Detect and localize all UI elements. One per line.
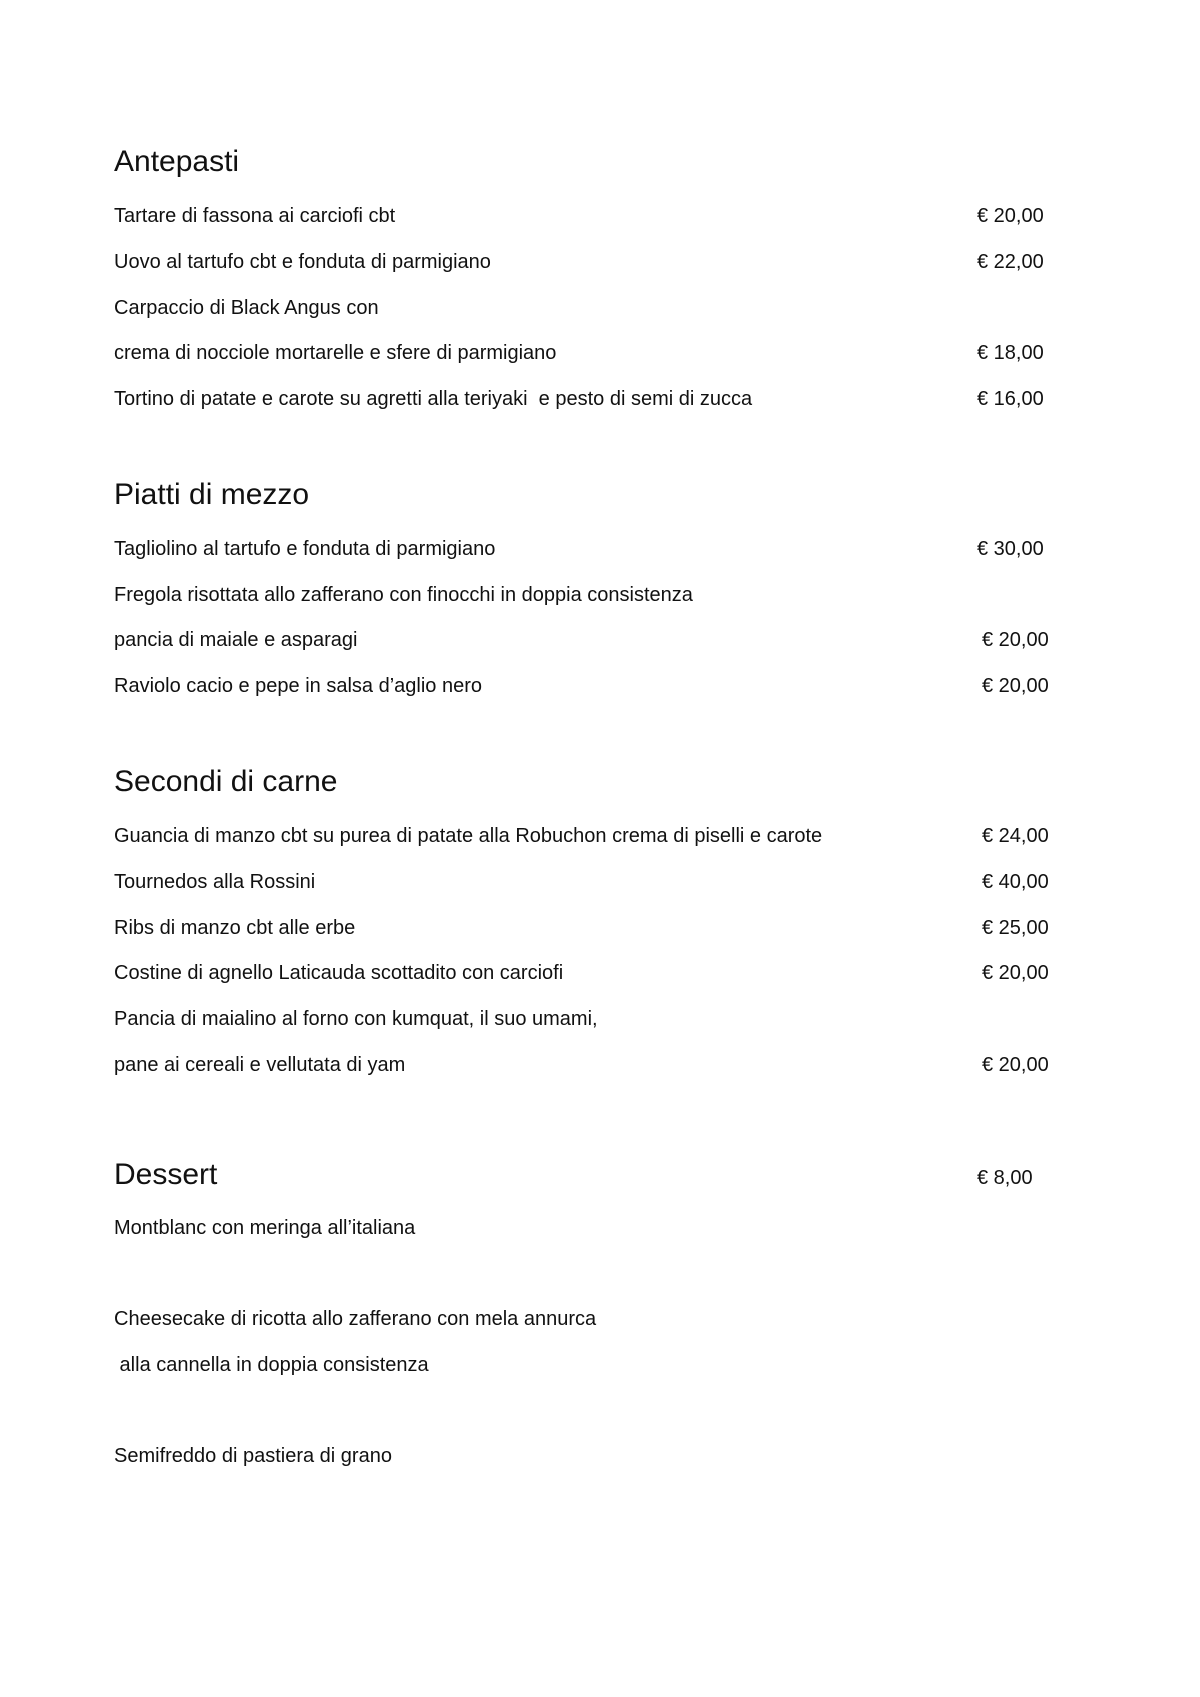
menu-item-name: pancia di maiale e asparagi (114, 629, 358, 651)
menu-item-name: Montblanc con meringa all’italiana (114, 1217, 416, 1239)
menu-item-name: pane ai cereali e vellutata di yam (114, 1054, 406, 1076)
menu-item-price: € 20,00 (982, 1054, 1049, 1076)
menu-item-price: € 18,00 (977, 342, 1044, 364)
menu-item-name: Uovo al tartufo cbt e fonduta di parmigiano (114, 251, 491, 273)
menu-item-price: € 24,00 (982, 825, 1049, 847)
menu-item-price: € 20,00 (982, 962, 1049, 984)
menu-item-name: Ribs di manzo cbt alle erbe (114, 917, 356, 939)
menu-item-name: Tortino di patate e carote su agretti alla teriyaki e pesto di semi di zucca (114, 388, 753, 410)
section-title-dessert: Dessert (114, 1158, 218, 1191)
menu-item-name: Tournedos alla Rossini (114, 871, 316, 893)
menu-item-name: Cheesecake di ricotta allo zafferano con mela annurca (114, 1308, 597, 1330)
menu-item-price: € 20,00 (982, 675, 1049, 697)
menu-item-name: Tartare di fassona ai carciofi cbt (114, 205, 396, 227)
menu-item-price: € 30,00 (977, 538, 1044, 560)
section-title-secondi: Secondi di carne (114, 765, 338, 798)
menu-item-name: crema di nocciole mortarelle e sfere di parmigiano (114, 342, 557, 364)
menu-item-price: € 40,00 (982, 871, 1049, 893)
menu-item-name: Guancia di manzo cbt su purea di patate alla Robuchon crema di piselli e carote (114, 825, 823, 847)
section-title-antipasti: Antepasti (114, 145, 240, 178)
menu-item-name: Costine di agnello Laticauda scottadito con carciofi (114, 962, 564, 984)
menu-item-price: € 20,00 (977, 205, 1044, 227)
menu-item-name: Fregola risottata allo zafferano con finocchi in doppia consistenza (114, 584, 693, 606)
menu-item-name: Semifreddo di pastiera di grano (114, 1445, 392, 1467)
dessert-price: € 8,00 (977, 1167, 1033, 1189)
menu-item-price: € 25,00 (982, 917, 1049, 939)
menu-item-price: € 16,00 (977, 388, 1044, 410)
menu-item-name: Pancia di maialino al forno con kumquat, il suo umami, (114, 1008, 598, 1030)
menu-item-name: Carpaccio di Black Angus con (114, 297, 379, 319)
section-title-piatti-di-mezzo: Piatti di mezzo (114, 478, 310, 511)
menu-item-name: alla cannella in doppia consistenza (114, 1354, 429, 1376)
menu-item-price: € 20,00 (982, 629, 1049, 651)
menu-item-name: Tagliolino al tartufo e fonduta di parmigiano (114, 538, 496, 560)
menu-item-name: Raviolo cacio e pepe in salsa d’aglio nero (114, 675, 483, 697)
menu-item-price: € 22,00 (977, 251, 1044, 273)
